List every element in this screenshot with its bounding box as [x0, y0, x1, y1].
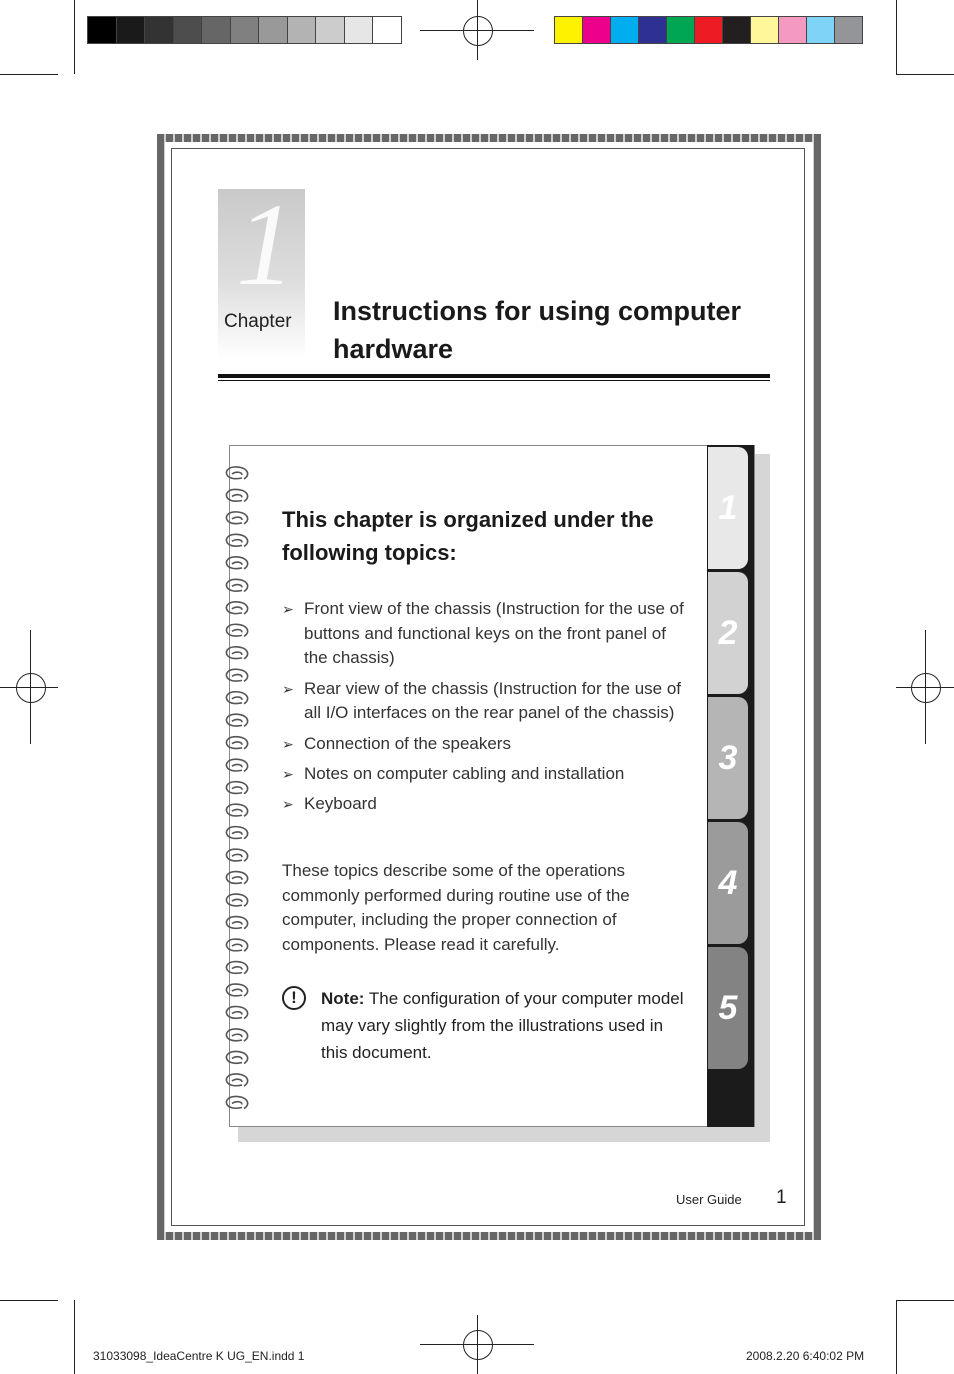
color-swatch [288, 17, 317, 43]
topic-text: Rear view of the chassis (Instruction for the use of all I/O interfaces on the rear panel of the chassis) [304, 678, 682, 723]
topic-item [282, 762, 692, 787]
spiral-ring [226, 714, 247, 726]
spiral-ring [226, 1074, 247, 1086]
color-swatch [202, 17, 231, 43]
chapter-tab-2[interactable]: 2 [708, 572, 748, 694]
color-swatch [259, 17, 288, 43]
color-swatch [145, 17, 174, 43]
color-swatch [174, 17, 203, 43]
title-rule-thick [218, 374, 770, 378]
chapter-label: Chapter [224, 311, 292, 332]
spiral-ring [226, 804, 247, 816]
topic-item [282, 597, 692, 671]
spiral-ring [226, 692, 247, 704]
arrow-bullet-icon: ➢ [282, 601, 294, 617]
page-number: 1 [776, 1187, 787, 1208]
spiral-ring [226, 759, 247, 771]
spiral-ring [226, 467, 247, 479]
spiral-ring [226, 512, 247, 524]
spiral-ring [226, 1051, 247, 1063]
spiral-ring [226, 1029, 247, 1041]
topic-item [282, 792, 692, 817]
arrow-bullet-icon: ➢ [282, 680, 294, 697]
spiral-ring [226, 872, 247, 884]
topic-item [282, 677, 692, 726]
spiral-ring [226, 849, 247, 861]
color-swatch [723, 17, 751, 43]
color-swatch [779, 17, 807, 43]
arrow-bullet-icon: ➢ [282, 765, 294, 782]
grayscale-color-bar [87, 16, 402, 44]
spiral-ring [226, 894, 247, 906]
topic-text: Front view of the chassis (Instruction for the use of buttons and functional keys on the front panel of the chassis) [304, 599, 684, 668]
spiral-ring [226, 1096, 247, 1108]
note-text: The configuration of your computer model may vary slightly from the illustrations used in this document. [321, 989, 684, 1062]
spiral-ring [226, 602, 247, 614]
color-swatch [639, 17, 667, 43]
topics-list [282, 597, 692, 822]
exclamation-icon: ! [282, 986, 306, 1010]
color-swatch [373, 17, 401, 43]
chapter-number: 1 [236, 179, 295, 310]
intro-paragraph: These topics describe some of the operations commonly performed during routine use of the computer, including the proper connection of components. Please read it carefully. [282, 861, 630, 955]
color-swatch [695, 17, 723, 43]
spiral-ring [226, 534, 247, 546]
topic-item [282, 732, 692, 757]
topic-text: Keyboard [304, 793, 377, 813]
spiral-ring [226, 939, 247, 951]
spiral-ring [226, 669, 247, 681]
slug-filename: 31033098_IdeaCentre K UG_EN.indd 1 [93, 1349, 305, 1363]
color-swatch [835, 17, 862, 43]
color-swatch [345, 17, 374, 43]
title-rule-thin [218, 380, 770, 381]
color-swatch [88, 17, 117, 43]
spiral-ring [226, 647, 247, 659]
arrow-bullet-icon: ➢ [282, 795, 294, 812]
chapter-tab-3[interactable]: 3 [708, 697, 748, 819]
spiral-ring [226, 984, 247, 996]
spiral-ring [226, 557, 247, 569]
note-label: Note: [321, 989, 365, 1008]
spiral-binding [220, 462, 254, 1114]
chapter-tab-4[interactable]: 4 [708, 822, 748, 944]
spiral-ring [226, 579, 247, 591]
arrow-bullet-icon: ➢ [282, 735, 294, 752]
chapter-tab-5[interactable]: 5 [708, 947, 748, 1069]
footer-label: User Guide [676, 1192, 742, 1207]
topic-text: Notes on computer cabling and installation [304, 763, 625, 783]
spiral-ring [226, 737, 247, 749]
chapter-title: Instructions for using computer hardware [333, 296, 742, 364]
chapter-tab-1[interactable]: 1 [708, 447, 748, 569]
spiral-ring [226, 962, 247, 974]
color-swatch [807, 17, 835, 43]
color-swatch [611, 17, 639, 43]
spiral-ring [226, 917, 247, 929]
color-swatch [751, 17, 779, 43]
color-swatch [667, 17, 695, 43]
spiral-ring [226, 624, 247, 636]
color-swatch [231, 17, 260, 43]
spiral-ring [226, 827, 247, 839]
color-swatch [316, 17, 345, 43]
spiral-ring [226, 1007, 247, 1019]
slug-timestamp: 2008.2.20 6:40:02 PM [746, 1349, 865, 1363]
note-block [321, 985, 691, 1066]
color-swatch [117, 17, 146, 43]
color-swatch [555, 17, 583, 43]
process-color-bar [554, 16, 863, 44]
color-swatch [583, 17, 611, 43]
topic-text: Connection of the speakers [304, 733, 511, 753]
spiral-ring [226, 782, 247, 794]
spiral-ring [226, 489, 247, 501]
topics-heading: This chapter is organized under the following topics: [282, 507, 654, 565]
